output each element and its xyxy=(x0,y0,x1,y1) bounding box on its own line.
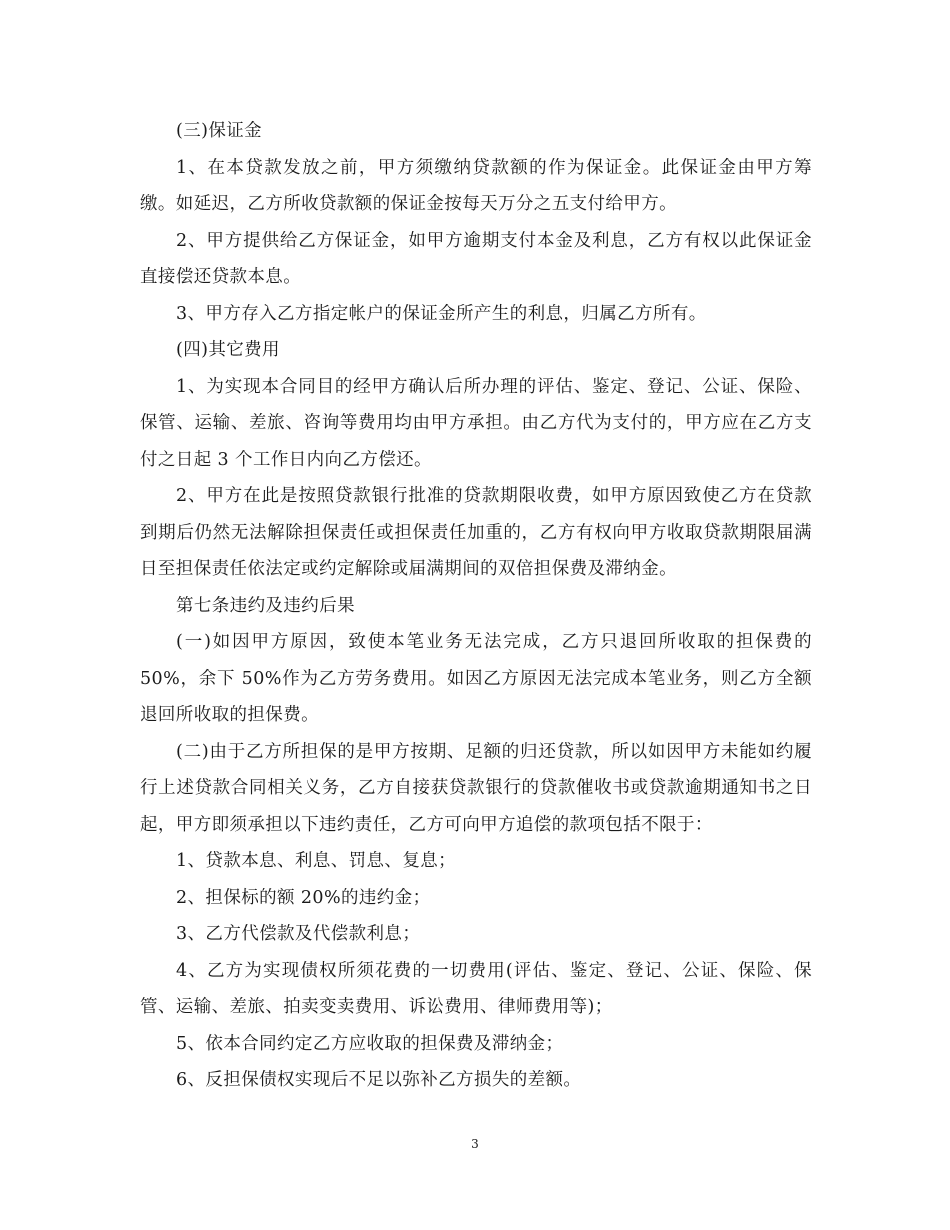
paragraph: 2、甲方提供给乙方保证金，如甲方逾期支付本金及利息，乙方有权以此保证金直接偿还贷款本息。 xyxy=(140,230,812,287)
section-heading-other-fees: (四)其它费用 xyxy=(176,340,280,360)
list-item: 3、乙方代偿款及代偿款利息； xyxy=(176,924,421,944)
article-heading-breach: 第七条违约及违约后果 xyxy=(176,595,355,616)
list-item: 4、乙方为实现债权所须花费的一切费用(评估、鉴定、登记、公证、保险、保管、运输、差旅、拍卖变卖费用、诉讼费用、律师费用等)； xyxy=(140,960,812,1017)
document-body xyxy=(140,113,812,1099)
paragraph: 1、为实现本合同目的经甲方确认后所办理的评估、鉴定、登记、公证、保险、保管、运输、差旅、咨询等费用均由甲方承担。由乙方代为支付的，甲方应在乙方支付之日起 3 个工作日内向乙方偿还。 xyxy=(140,376,812,470)
paragraph: (二)由于乙方所担保的是甲方按期、足额的归还贷款，所以如因甲方未能如约履行上述贷款合同相关义务，乙方自接获贷款银行的贷款催收书或贷款逾期通知书之日起，甲方即须承担以下违约责任，乙方可向甲方追偿的款项包括不限于： xyxy=(140,741,812,835)
paragraph: (一)如因甲方原因，致使本笔业务无法完成，乙方只退回所收取的担保费的 50%，余下 50%作为乙方劳务费用。如因乙方原因无法完成本笔业务，则乙方全额退回所收取的担保费。 xyxy=(140,632,812,725)
paragraph: 3、甲方存入乙方指定帐户的保证金所产生的利息，归属乙方所有。 xyxy=(176,303,707,324)
list-item: 6、反担保债权实现后不足以弥补乙方损失的差额。 xyxy=(176,1070,582,1090)
section-heading-deposit: (三)保证金 xyxy=(176,121,263,141)
list-item: 2、担保标的额 20%的违约金； xyxy=(176,887,431,908)
paragraph: 1、在本贷款发放之前，甲方须缴纳贷款额的作为保证金。此保证金由甲方筹缴。如延迟，乙方所收贷款额的保证金按每天万分之五支付给甲方。 xyxy=(140,157,812,214)
paragraph: 2、甲方在此是按照贷款银行批准的贷款期限收费，如甲方原因致使乙方在贷款到期后仍然无法解除担保责任或担保责任加重的，乙方有权向甲方收取贷款期限届满日至担保责任依法定或约定解除或届满期间的双倍担保费及滞纳金。 xyxy=(140,486,812,579)
list-item: 1、贷款本息、利息、罚息、复息； xyxy=(176,851,457,871)
page-number: 3 xyxy=(471,1137,479,1151)
list-item: 5、依本合同约定乙方应收取的担保费及滞纳金； xyxy=(176,1033,564,1054)
